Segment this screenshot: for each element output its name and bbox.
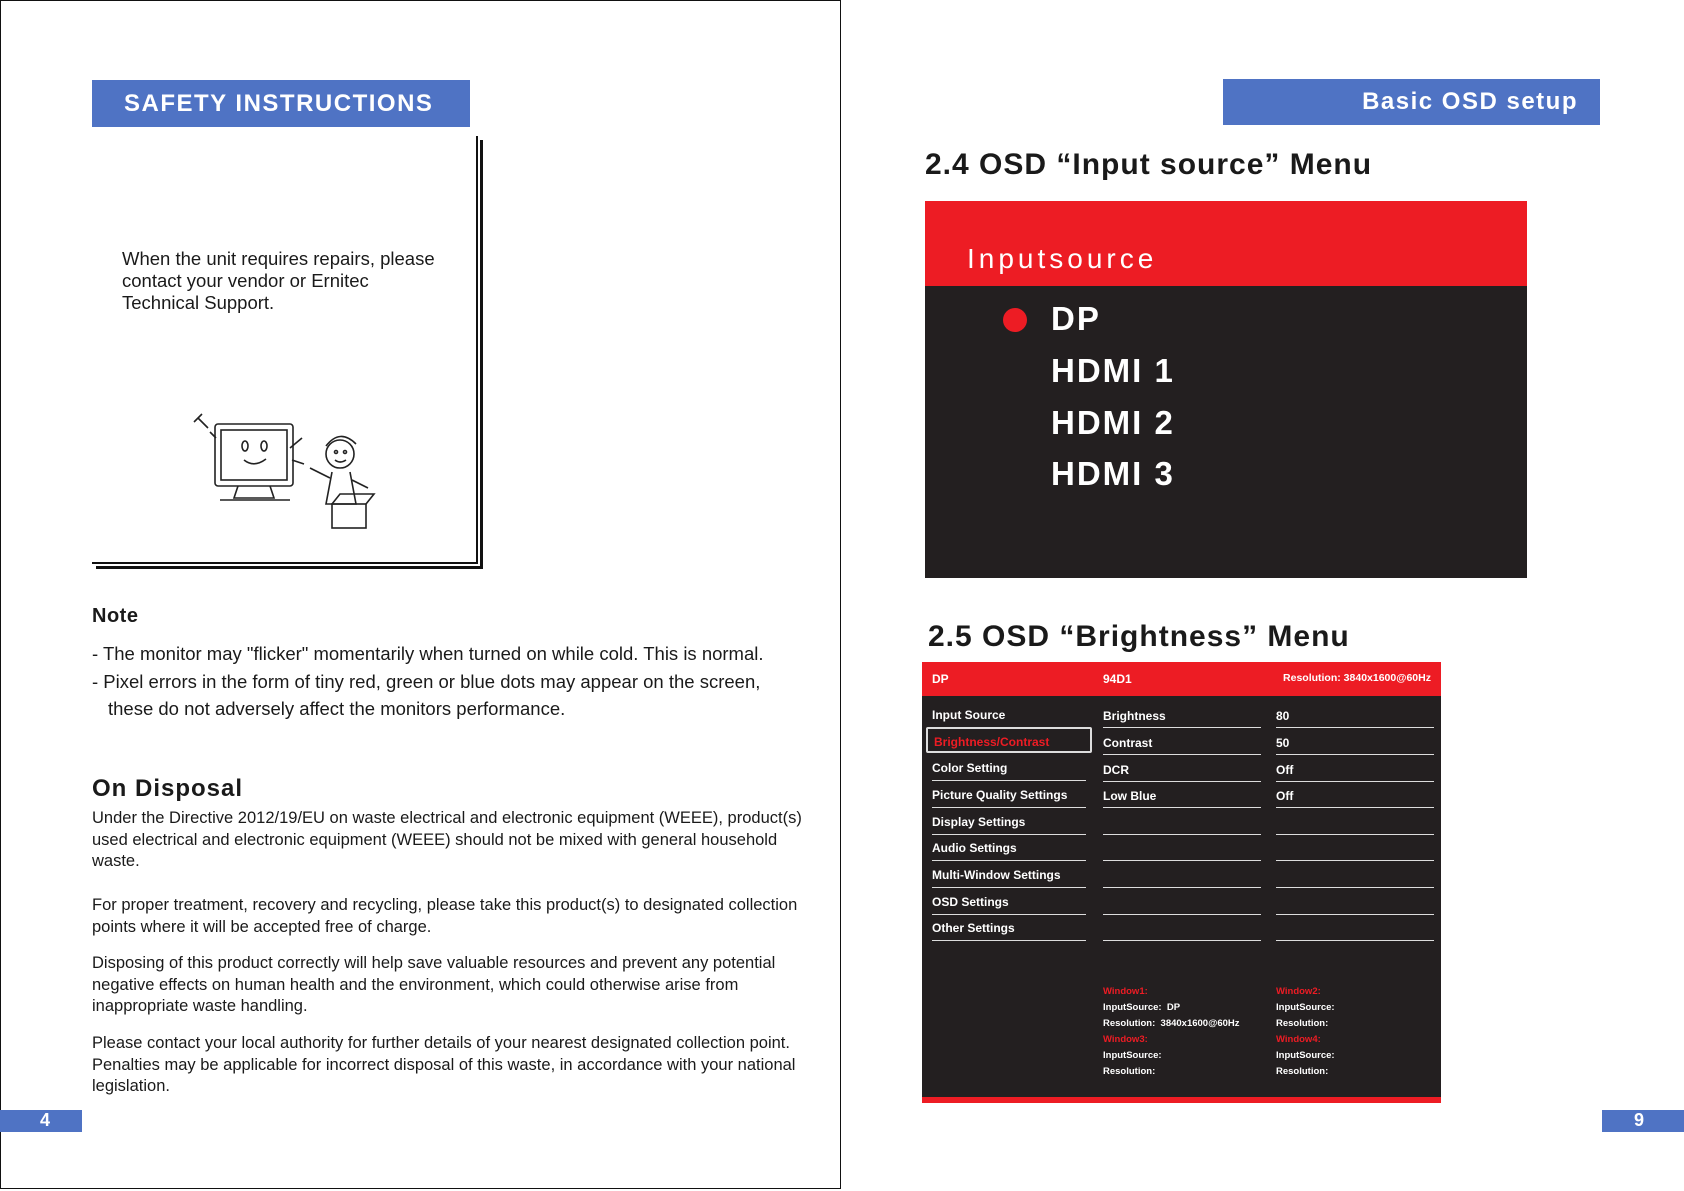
selected-dot-icon [1003, 308, 1027, 332]
setting-empty-row [1103, 862, 1261, 888]
note-item: - Pixel errors in the form of tiny red, green or blue dots may appear on the screen, these do not adversely affect the monitors performance. [92, 671, 761, 719]
page-number-right: 9 [1602, 1110, 1684, 1132]
setting-label[interactable]: Contrast [1103, 729, 1261, 755]
window2-info [1276, 984, 1335, 1080]
osd-footer-bar [922, 1097, 1441, 1103]
setting-empty-row [1276, 862, 1434, 888]
input-option-hdmi2[interactable]: HDMI 2 [1051, 404, 1175, 441]
monitor-icon [194, 414, 304, 500]
menu-input-source[interactable]: Input Source [932, 702, 1086, 728]
window-input-label: InputSource: [1276, 1002, 1335, 1013]
technician-icon [310, 436, 374, 528]
window-input-value: DP [1166, 1002, 1181, 1013]
osd-header [925, 201, 1527, 286]
disposal-paragraph: Under the Directive 2012/19/EU on waste electrical and electronic equipment (WEEE), product(s) used electrical and electronic equipment (WEEE) should not be mixed with general household waste. [92, 809, 802, 870]
window-res-label: Resolution: [1103, 1066, 1156, 1077]
input-option-dp[interactable]: DP [1051, 300, 1101, 337]
setting-empty-row [1276, 835, 1434, 861]
brightness-osd [922, 662, 1441, 1103]
monitor-technician-illustration [180, 408, 390, 533]
section-title-input-source: 2.4 OSD “Input source” Menu [925, 148, 1373, 181]
setting-label[interactable]: DCR [1103, 756, 1261, 782]
window-input-label: InputSource: [1103, 1050, 1162, 1061]
input-option-hdmi3[interactable]: HDMI 3 [1051, 455, 1175, 492]
header-resolution: Resolution: 3840x1600@60Hz [1283, 672, 1431, 684]
disposal-title: On Disposal [92, 775, 244, 802]
safety-instructions-banner [92, 80, 470, 127]
window-title: Window2: [1276, 986, 1321, 997]
setting-value[interactable]: Off [1276, 756, 1434, 782]
setting-empty-row [1276, 889, 1434, 915]
window-title: Window1: [1103, 986, 1148, 997]
input-source-osd [925, 201, 1527, 578]
setting-value[interactable]: Off [1276, 782, 1434, 808]
section-title-brightness: 2.5 OSD “Brightness” Menu [928, 620, 1350, 653]
header-model: 94D1 [1103, 672, 1132, 686]
osd-header [922, 662, 1441, 696]
banner-title: Basic OSD setup [1362, 88, 1578, 115]
note-item: - The monitor may "flicker" momentarily when turned on while cold. This is normal. [92, 643, 764, 664]
input-option-hdmi1[interactable]: HDMI 1 [1051, 352, 1175, 389]
setting-empty-row [1103, 809, 1261, 835]
menu-multi-window[interactable]: Multi-Window Settings [932, 862, 1086, 888]
window-res-label: Resolution: [1103, 1018, 1156, 1029]
menu-audio-settings[interactable]: Audio Settings [932, 835, 1086, 861]
setting-label[interactable]: Low Blue [1103, 782, 1261, 808]
window1-info [1103, 984, 1240, 1080]
note-title: Note [92, 605, 139, 627]
menu-brightness-contrast[interactable]: Brightness/Contrast [926, 727, 1092, 753]
menu-display-settings[interactable]: Display Settings [932, 809, 1086, 835]
basic-osd-setup-banner [1223, 79, 1600, 125]
menu-color-setting[interactable]: Color Setting [932, 755, 1086, 781]
window-res-label: Resolution: [1276, 1066, 1329, 1077]
note-list [92, 640, 792, 723]
window-title: Window4: [1276, 1034, 1321, 1045]
osd-header-title: Inputsource [967, 243, 1158, 274]
window-title: Window3: [1103, 1034, 1148, 1045]
setting-empty-row [1103, 835, 1261, 861]
window-input-label: InputSource: [1103, 1002, 1162, 1013]
window-res-label: Resolution: [1276, 1018, 1329, 1029]
setting-empty-row [1276, 915, 1434, 941]
page-number-left: 4 [0, 1110, 82, 1132]
disposal-paragraph: Disposing of this product correctly will help save valuable resources and prevent any potential negative effects on human health and the environment, which could otherwise arise from inappropriate waste handling. [92, 954, 776, 1015]
setting-empty-row [1103, 915, 1261, 941]
setting-label[interactable]: Brightness [1103, 702, 1261, 728]
disposal-paragraph: For proper treatment, recovery and recycling, please take this product(s) to designated collection points where it will be accepted free of charge. [92, 896, 798, 936]
setting-empty-row [1276, 809, 1434, 835]
header-input: DP [932, 672, 949, 686]
banner-title: SAFETY INSTRUCTIONS [124, 89, 434, 117]
menu-osd-settings[interactable]: OSD Settings [932, 889, 1086, 915]
setting-value[interactable]: 50 [1276, 729, 1434, 755]
disposal-paragraph: Please contact your local authority for further details of your nearest designated collection point. Penalties may be applicable for incorrect disposal of this waste, in accordance with your national legislation. [92, 1034, 796, 1095]
menu-picture-quality[interactable]: Picture Quality Settings [932, 782, 1086, 808]
setting-value[interactable]: 80 [1276, 702, 1434, 728]
window-res-value: 3840x1600@60Hz [1160, 1018, 1240, 1029]
window-input-label: InputSource: [1276, 1050, 1335, 1061]
setting-empty-row [1103, 889, 1261, 915]
menu-other-settings[interactable]: Other Settings [932, 915, 1086, 941]
repair-text: When the unit requires repairs, please contact your vendor or Ernitec Technical Support. [122, 248, 435, 313]
